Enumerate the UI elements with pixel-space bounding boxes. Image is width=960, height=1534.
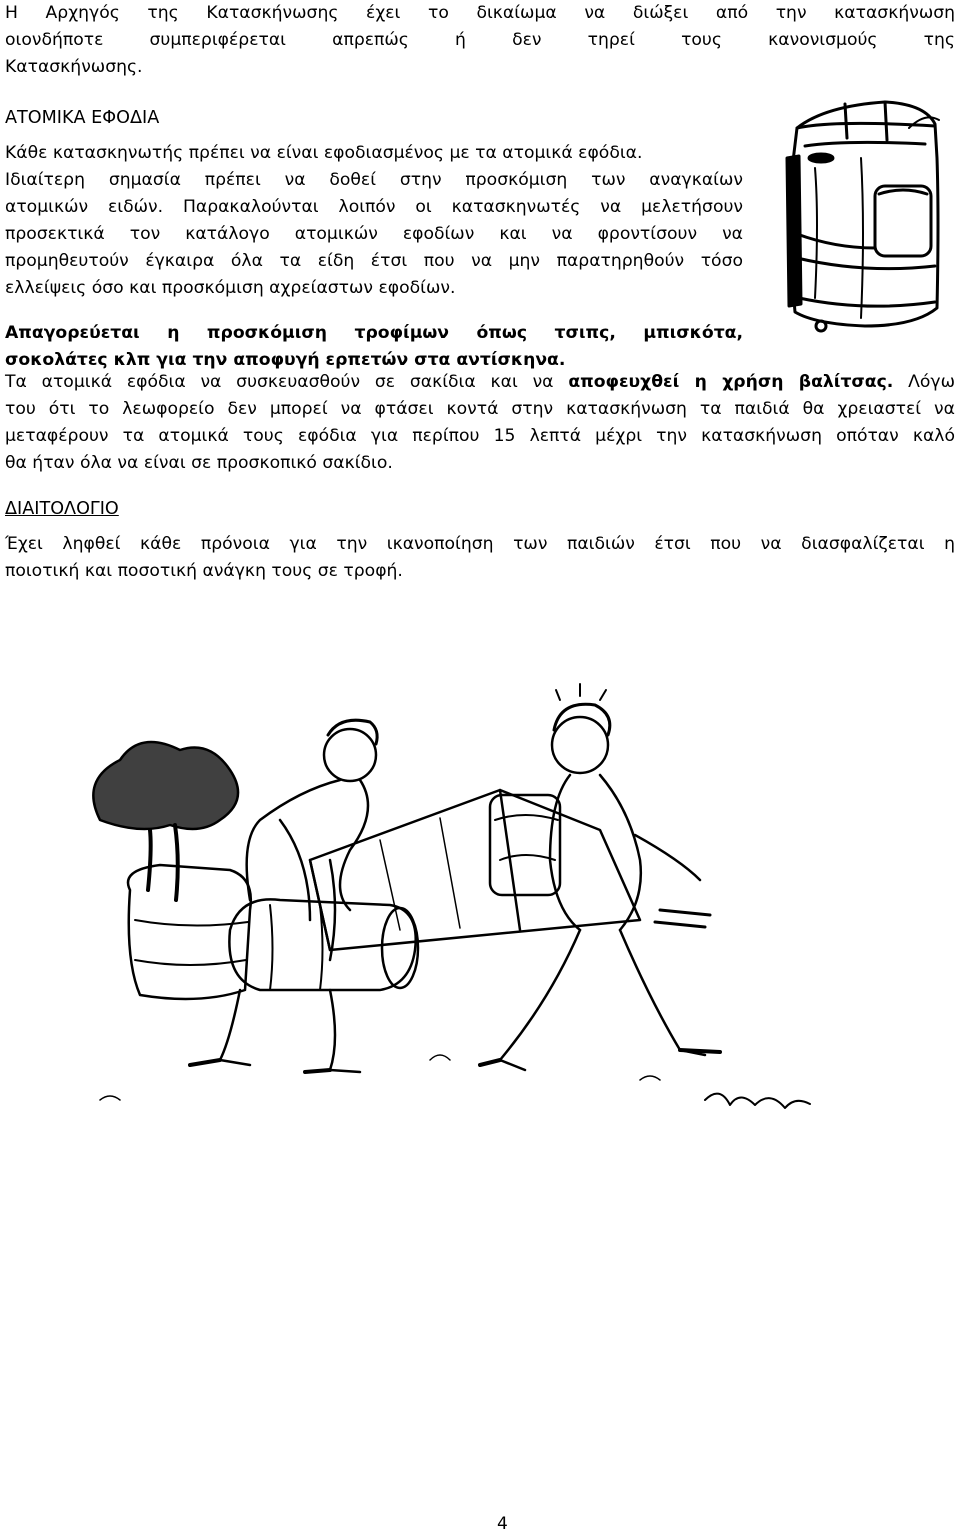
luggage-bold-text: αποφευχθεί η χρήση βαλίτσας. — [568, 372, 894, 392]
luggage-line-1 — [5, 369, 955, 396]
bus-line-2: μεταφέρουν τα ατομικά τους εφόδια για περίπου 15 λεπτά μέχρι την κατασκήνωση οπόταν καλό — [5, 426, 955, 446]
intro-line-3: Κατασκήνωσης. — [5, 57, 143, 77]
luggage-text-2: Λόγω — [893, 372, 955, 392]
diet-heading: ΔΙΑΙΤΟΛΟΓΙΟ — [5, 499, 119, 519]
personal-items-line: ατομικών ειδών. Παρακαλούνται λοιπόν οι κατασκηνωτές να μελετήσουν — [5, 197, 743, 217]
personal-items-paragraph — [5, 140, 743, 302]
intro-line-2: οιονδήποτε συμπεριφέρεται απρεπώς ή δεν τηρεί τους κανονισμούς της — [5, 30, 955, 50]
backpack-drawing — [775, 98, 955, 338]
bus-line-3: θα ήταν όλα να είναι σε προσκοπικό σακίδιο. — [5, 453, 393, 473]
food-ban-paragraph — [5, 320, 743, 374]
personal-items-line: Κάθε κατασκηνωτής πρέπει να είναι εφοδιασμένος με τα ατομικά εφόδια. — [5, 143, 643, 163]
luggage-text-1: Τα ατομικά εφόδια να συσκευασθούν σε σακίδια και να — [5, 372, 569, 392]
diet-paragraph — [5, 531, 955, 585]
personal-items-heading: ΑΤΟΜΙΚΑ ΕΦΟΔΙΑ — [5, 108, 160, 128]
bus-line-1: του ότι το λεωφορείο δεν μπορεί να φτάσει κοντά στην κατασκήνωση τα παιδιά θα χρειαστεί να — [5, 399, 955, 419]
diet-line-1: Έχει ληφθεί κάθε πρόνοια για την ικανοποίηση των παιδιών έτσι που να διασφαλίζεται η — [5, 534, 955, 554]
personal-items-line: προμηθευτούν έγκαιρα όλα τα είδη έτσι που να μην παρατηρηθούν τόσο — [5, 251, 743, 271]
intro-line-1: Η Αρχηγός της Κατασκήνωσης έχει το δικαίωμα να διώξει από την κατασκήνωση — [5, 3, 955, 23]
diet-line-2: ποιοτική και ποσοτική ανάγκη τους σε τροφή. — [5, 561, 403, 581]
scouts-carrying-bags-drawing — [80, 660, 820, 1130]
personal-items-line: Ιδιαίτερη σημασία πρέπει να δοθεί στην προσκόμιση των αναγκαίων — [5, 170, 743, 190]
food-ban-line-2: σοκολάτες κλπ για την αποφυγή ερπετών στα αντίσκηνα. — [5, 350, 566, 370]
personal-items-line: ελλείψεις όσο και προσκόμιση αχρείαστων εφοδίων. — [5, 278, 456, 298]
intro-paragraph — [5, 0, 955, 81]
luggage-paragraph — [5, 369, 955, 477]
personal-items-line: προσεκτικά τον κατάλογο ατομικών εφοδίων και να φροντίσουν να — [5, 224, 743, 244]
food-ban-line-1: Απαγορεύεται η προσκόμιση τροφίμων όπως τσιπς, μπισκότα, — [5, 323, 743, 343]
page-number: 4 — [497, 1514, 508, 1534]
